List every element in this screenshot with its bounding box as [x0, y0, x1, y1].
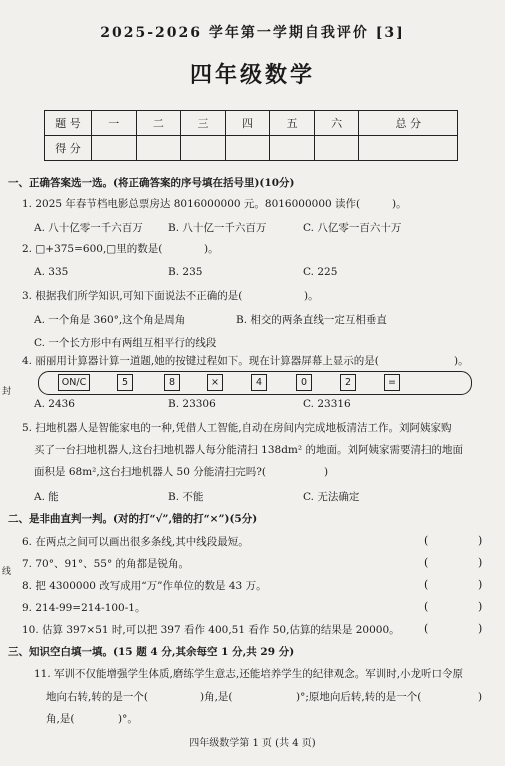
- q1-paren-close: )。: [392, 198, 407, 210]
- score-cell[interactable]: [359, 136, 458, 161]
- q3-option-c[interactable]: C. 一个长方形中有两组互相平行的线段: [34, 337, 217, 349]
- score-cell[interactable]: [92, 136, 137, 161]
- q3-option-b[interactable]: B. 相交的两条直线一定互相垂直: [236, 314, 387, 326]
- score-header-cell: 题 号: [45, 111, 92, 136]
- section2-title: 二、是非曲直判一判。(对的打“√”,错的打“×”)(5分): [8, 513, 258, 525]
- judge-answer-10-open[interactable]: (: [424, 622, 429, 635]
- score-header-cell: 二: [136, 111, 181, 136]
- q2-option-b[interactable]: B. 235: [168, 266, 203, 278]
- score-table-score-row: [45, 136, 458, 161]
- binding-margin-mark: 线: [2, 567, 12, 577]
- q4-text: 4. 丽丽用计算器计算一道题,她的按键过程如下。现在计算器屏幕上显示的是(: [22, 355, 379, 367]
- score-cell[interactable]: [270, 136, 315, 161]
- score-cell[interactable]: [136, 136, 181, 161]
- q5-option-c[interactable]: C. 无法确定: [303, 491, 360, 503]
- q5-option-a[interactable]: A. 能: [34, 491, 59, 503]
- judge-answer-8-close: ): [478, 578, 483, 591]
- calculator-key: 4: [251, 374, 267, 391]
- score-cell[interactable]: [314, 136, 359, 161]
- q5-line3: 面积是 68m²,这台扫地机器人 50 分能清扫完吗?(: [34, 466, 266, 478]
- q2-option-a[interactable]: A. 335: [34, 266, 69, 278]
- q11-line3a: 角,是(: [46, 713, 75, 725]
- judge-answer-8-open[interactable]: (: [424, 578, 429, 591]
- q11-line3b: )°。: [118, 713, 138, 725]
- judge-item-8: 8. 把 4300000 改写成用“万”作单位的数是 43 万。: [22, 580, 267, 592]
- calculator-key-onc: ON/C: [58, 374, 90, 391]
- calculator-key: 0: [296, 374, 312, 391]
- judge-answer-6-open[interactable]: (: [424, 534, 429, 547]
- judge-answer-10-close: ): [478, 622, 483, 635]
- q4-option-a[interactable]: A. 2436: [34, 398, 75, 410]
- calculator-key: 8: [164, 374, 180, 391]
- q11-line2a: 地向右转,转的是一个(: [46, 691, 148, 703]
- q1-option-a[interactable]: A. 八十亿零一千六百万: [34, 222, 143, 234]
- q1-option-b[interactable]: B. 八十亿一千六百万: [168, 222, 267, 234]
- q11-line2b: )角,是(: [200, 691, 233, 703]
- q11-line2d: ): [478, 691, 483, 703]
- q1-text: 1. 2025 年春节档电影总票房达 8016000000 元。8016000000 读作(: [22, 198, 361, 210]
- score-row-label: 得 分: [45, 136, 92, 161]
- q2-text: 2. □+375=600,□里的数是(: [22, 243, 163, 255]
- judge-item-6: 6. 在两点之间可以画出很多条线,其中线段最短。: [22, 536, 249, 548]
- score-table-header-row: [45, 111, 458, 136]
- calculator-key: =: [384, 374, 400, 391]
- q1-option-c[interactable]: C. 八亿零一百六十万: [303, 222, 402, 234]
- score-header-cell: 六: [314, 111, 359, 136]
- judge-item-7: 7. 70°、91°、55° 的角都是锐角。: [22, 558, 190, 570]
- q3-paren-close: )。: [304, 290, 319, 302]
- judge-item-9: 9. 214-99=214-100-1。: [22, 602, 146, 614]
- judge-item-10: 10. 估算 397×51 时,可以把 397 看作 400,51 看作 50,估算的结果是 20000。: [22, 624, 400, 636]
- q2-paren-close: )。: [204, 243, 219, 255]
- q4-option-b[interactable]: B. 23306: [168, 398, 216, 410]
- q11-line2c: )°;原地向后转,转的是一个(: [296, 691, 422, 703]
- score-header-cell: 总 分: [359, 111, 458, 136]
- judge-answer-9-close: ): [478, 600, 483, 613]
- subject-title: 四年级数学: [189, 62, 315, 88]
- judge-answer-7-open[interactable]: (: [424, 556, 429, 569]
- q5-line1: 5. 扫地机器人是智能家电的一种,凭借人工智能,自动在房间内完成地板清洁工作。刘阿姨家购: [22, 422, 452, 434]
- score-header-cell: 五: [270, 111, 315, 136]
- page-footer: 四年级数学第 1 页 (共 4 页): [189, 738, 316, 749]
- q5-paren-close: ): [324, 466, 329, 478]
- calculator-key: 5: [117, 374, 133, 391]
- score-header-cell: 四: [225, 111, 270, 136]
- section1-title: 一、正确答案选一选。(将正确答案的序号填在括号里)(10分): [8, 177, 295, 189]
- q4-paren-close: )。: [454, 355, 469, 367]
- judge-answer-6-close: ): [478, 534, 483, 547]
- q4-option-c[interactable]: C. 23316: [303, 398, 351, 410]
- q3-text: 3. 根据我们所学知识,可知下面说法不正确的是(: [22, 290, 243, 302]
- score-header-cell: 三: [181, 111, 226, 136]
- score-cell[interactable]: [181, 136, 226, 161]
- judge-answer-9-open[interactable]: (: [424, 600, 429, 613]
- score-cell[interactable]: [225, 136, 270, 161]
- q11-line1: 11. 军训不仅能增强学生体质,磨练学生意志,还能培养学生的纪律观念。军训时,小龙听口令原: [34, 668, 464, 680]
- section3-title: 三、知识空白填一填。(15 题 4 分,其余每空 1 分,共 29 分): [8, 646, 295, 658]
- score-header-cell: 一: [92, 111, 137, 136]
- calculator-key: ×: [207, 374, 223, 391]
- q5-option-b[interactable]: B. 不能: [168, 491, 204, 503]
- judge-answer-7-close: ): [478, 556, 483, 569]
- q5-line2: 买了一台扫地机器人,这台扫地机器人每分能清扫 138dm² 的地面。刘阿姨家需要清扫的地面: [34, 444, 463, 456]
- q3-option-a[interactable]: A. 一个角是 360°,这个角是周角: [34, 314, 186, 326]
- calculator-key: 2: [340, 374, 356, 391]
- score-table: [44, 110, 458, 161]
- q2-option-c[interactable]: C. 225: [303, 266, 338, 278]
- binding-margin-mark: 封: [2, 387, 12, 397]
- exam-title: 2025-2026 学年第一学期自我评价 [3]: [100, 25, 405, 41]
